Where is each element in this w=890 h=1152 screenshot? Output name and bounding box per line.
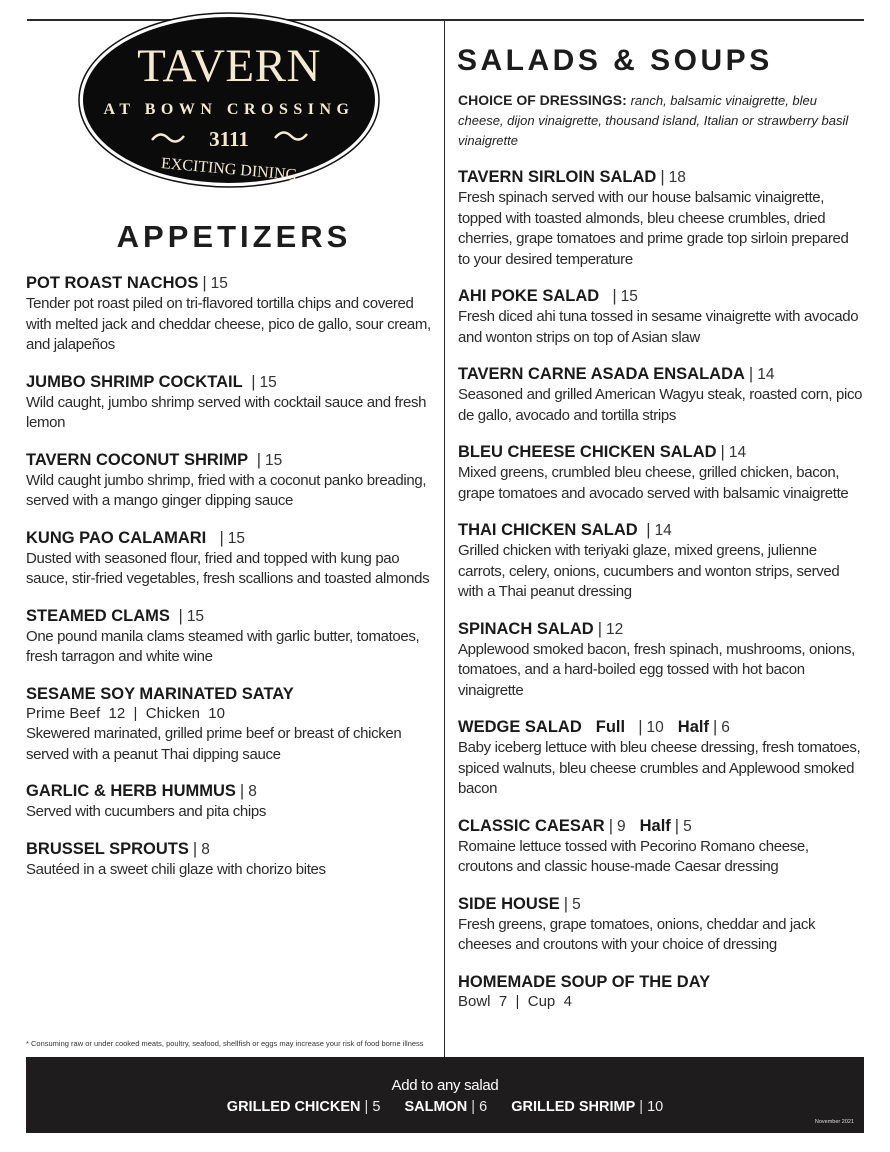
item-name: STEAMED CLAMS [26, 606, 170, 625]
item-price: 5 [683, 817, 692, 835]
addon-price: 6 [479, 1099, 488, 1115]
item-price: 18 [668, 169, 686, 186]
item-description: Skewered marinated, grilled prime beef or breast of chicken served with a peanut Thai dipping sauce [26, 725, 402, 763]
item-description: Seasoned and grilled American Wagyu steak, roasted corn, pico de gallo, avocado and tortilla strips [458, 386, 863, 424]
item-description: Wild caught jumbo shrimp, fried with a coconut panko breading, served with a mango ginger dipping sauce [26, 471, 427, 509]
item-name: TAVERN SIRLOIN SALAD [458, 168, 657, 186]
item-name: SPINACH SALAD [458, 619, 594, 638]
item-price: 15 [265, 451, 283, 469]
menu-item [26, 450, 436, 512]
item-name: AHI POKE SALAD [458, 287, 600, 305]
menu-item [458, 167, 863, 270]
separator: | [202, 274, 207, 292]
separator: | [608, 816, 613, 835]
item-price: 15 [620, 288, 638, 305]
item-price: 12 [605, 620, 624, 638]
separator: | [748, 365, 754, 383]
addon-name: SALMON [404, 1099, 468, 1115]
item-name: WEDGE SALAD [458, 718, 582, 736]
logo-subtitle: AT BOWN CROSSING [103, 101, 355, 118]
menu-item [458, 619, 863, 702]
separator: | [639, 1099, 644, 1115]
item-price: 15 [210, 275, 228, 292]
item-description: Served with cucumbers and pita chips [26, 803, 267, 820]
separator: | [712, 718, 718, 736]
addon-name: GRILLED SHRIMP [511, 1099, 636, 1115]
separator: | [674, 816, 680, 835]
separator: | [219, 528, 224, 547]
size-label: Half [677, 718, 709, 736]
item-name: BRUSSEL SPROUTS [26, 839, 189, 858]
menu-item [458, 520, 863, 603]
dressings-list: ranch, balsamic vinaigrette, bleu cheese, dijon vinaigrette, thousand island, Italian or strawberry basil vinaigrette [458, 93, 849, 148]
separator: | [720, 443, 725, 461]
menu-item [458, 816, 863, 878]
addons-title: Add to any salad [391, 1077, 499, 1094]
item-name: SESAME SOY MARINATED SATAY [26, 684, 294, 703]
menu-item [458, 894, 863, 956]
separator: | [612, 287, 617, 305]
item-price: 14 [654, 522, 672, 539]
tavern-logo [77, 11, 381, 189]
item-name: THAI CHICKEN SALAD [458, 521, 638, 539]
item-description: Tender pot roast piled on tri-flavored tortilla chips and covered with melted jack and cheddar cheese, pico de gallo, sour cream, and jalapeños [26, 295, 431, 353]
item-price: 15 [259, 373, 277, 391]
item-price: 8 [201, 840, 210, 858]
separator: | [471, 1099, 476, 1115]
addon-name: GRILLED CHICKEN [226, 1099, 361, 1115]
separator: | [563, 894, 569, 913]
item-name: HOMEMADE SOUP OF THE DAY [458, 972, 711, 991]
item-description: Fresh spinach served with our house balsamic vinaigrette, topped with toasted almonds, bleu cheese crumbles, dried cherries, grape tomatoes and prime grade top sirloin prepared to your desired temperature [458, 189, 849, 268]
separator: | [192, 839, 198, 858]
item-name: CLASSIC CAESAR [458, 816, 605, 835]
item-options: Prime Beef 12 | Chicken 10 [26, 704, 225, 722]
item-price: 15 [227, 529, 245, 547]
item-options: Bowl 7 | Cup 4 [458, 992, 572, 1010]
separator: | [597, 619, 602, 638]
item-price: 8 [248, 783, 257, 800]
item-name: KUNG PAO CALAMARI [26, 528, 207, 547]
separator: | [256, 450, 262, 469]
addon-price: 10 [647, 1099, 664, 1115]
menu-item [26, 781, 436, 823]
menu-item [458, 717, 863, 800]
item-description: Mixed greens, crumbled bleu cheese, grilled chicken, bacon, grape tomatoes and avocado served with balsamic vinaigrette [458, 464, 849, 502]
item-description: Wild caught, jumbo shrimp served with cocktail sauce and fresh lemon [26, 393, 427, 431]
item-description: Fresh greens, grape tomatoes, onions, cheddar and jack cheeses and croutons with your choice of dressing [458, 915, 816, 953]
separator: | [646, 521, 651, 539]
logo-number: 3111 [209, 127, 249, 151]
appetizers-heading: APPETIZERS [116, 219, 352, 254]
item-price: 15 [186, 607, 205, 625]
menu-item [458, 364, 863, 426]
salads-soups-heading: SALADS & SOUPS [457, 44, 773, 77]
item-description: Applewood smoked bacon, fresh spinach, mushrooms, onions, tomatoes, and a hard-boiled egg tossed with hot bacon vinaigrette [458, 640, 855, 699]
item-description: Sautéed in a sweet chili glaze with chorizo bites [26, 860, 326, 878]
salads-list [458, 90, 863, 1028]
item-name: BLEU CHEESE CHICKEN SALAD [458, 443, 717, 461]
dressings-note [458, 90, 863, 151]
separator: | [364, 1099, 369, 1115]
item-description: Dusted with seasoned flour, fried and topped with kung pao sauce, stir-fried vegetables, fresh scallions and toasted almonds [26, 549, 430, 587]
size-label: Half [639, 816, 671, 835]
item-price: 9 [616, 817, 626, 835]
separator: | [660, 168, 665, 186]
item-name: TAVERN COCONUT SHRIMP [26, 450, 249, 469]
item-name: GARLIC & HERB HUMMUS [26, 782, 236, 800]
item-description: One pound manila clams steamed with garlic butter, tomatoes, fresh tarragon and white wine [26, 627, 420, 665]
separator: | [239, 782, 245, 800]
item-description: Baby iceberg lettuce with bleu cheese dressing, fresh tomatoes, spiced walnuts, bleu cheese crumbles and Applewood smoked bacon [458, 739, 861, 797]
menu-item [26, 684, 436, 766]
salad-addons-band [26, 1057, 864, 1133]
menu-item [26, 273, 436, 356]
item-price: 5 [572, 895, 581, 913]
menu-item [26, 606, 436, 668]
item-name: POT ROAST NACHOS [26, 274, 199, 292]
item-price: 10 [646, 719, 664, 736]
item-description: Romaine lettuce tossed with Pecorino Romano cheese, croutons and classic house-made Caesar dressing [458, 837, 809, 875]
column-divider [444, 20, 445, 1057]
menu-item [26, 839, 436, 881]
separator: | [178, 606, 183, 625]
dressings-label: CHOICE OF DRESSINGS: [458, 92, 627, 108]
menu-item [458, 286, 863, 348]
addon-price: 5 [372, 1099, 381, 1115]
item-name: SIDE HOUSE [458, 894, 560, 913]
separator: | [251, 372, 256, 391]
food-safety-footnote: * Consuming raw or under cooked meats, poultry, seafood, shellfish or eggs may increase your risk of food borne illness [26, 1039, 424, 1048]
size-label: Full [595, 718, 626, 736]
menu-date: November 2021 [814, 1119, 854, 1125]
menu-item [458, 972, 863, 1013]
item-price: 14 [728, 444, 747, 461]
menu-item [458, 442, 863, 504]
item-name: TAVERN CARNE ASADA ENSALADA [458, 365, 745, 383]
menu-item [26, 372, 436, 434]
appetizers-list [26, 273, 436, 896]
item-price: 14 [757, 366, 775, 383]
item-name: JUMBO SHRIMP COCKTAIL [26, 372, 243, 391]
item-description: Fresh diced ahi tuna tossed in sesame vinaigrette with avocado and wonton strips on top of Asian slaw [458, 308, 859, 346]
menu-item [26, 528, 436, 590]
logo-tagline: EXCITING DINING [160, 155, 298, 184]
logo-title: TAVERN [137, 40, 321, 92]
separator: | [638, 718, 643, 736]
item-description: Grilled chicken with teriyaki glaze, mixed greens, julienne carrots, celery, onions, cucumbers and wonton strips, served with a Thai peanut dressing [458, 542, 840, 600]
addons-list [26, 1099, 864, 1115]
item-price: 6 [721, 719, 730, 736]
